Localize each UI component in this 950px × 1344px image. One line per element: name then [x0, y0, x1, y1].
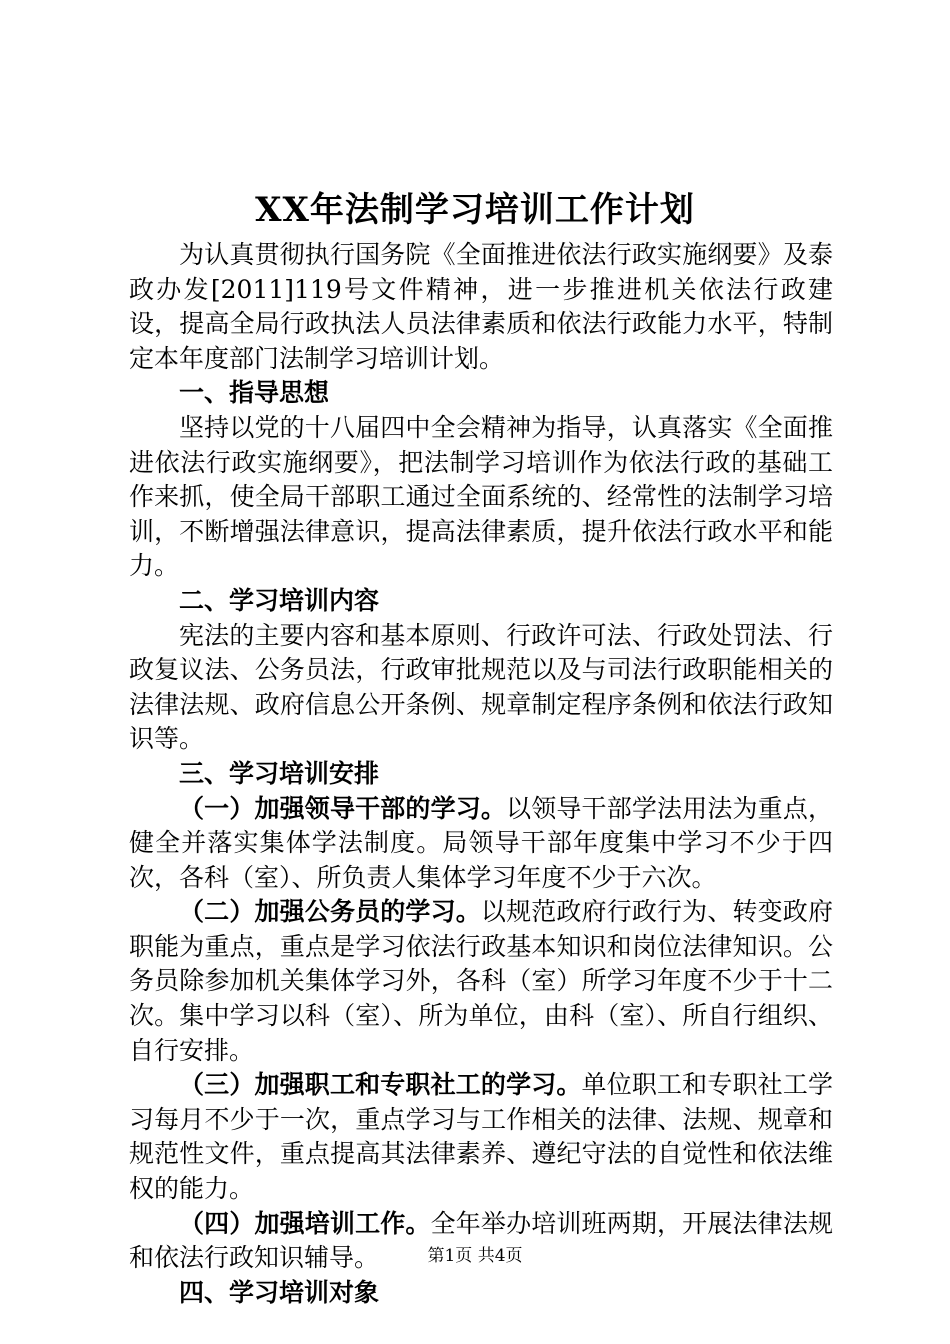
section-heading-training-targets: 四、学习培训对象 — [179, 1277, 380, 1307]
arrangement-item-lead: （二）加强公务员的学习。 — [179, 897, 481, 927]
arrangement-item-lead: （一）加强领导干部的学习。 — [179, 793, 507, 823]
page-footer: 第1页 共4页 — [427, 1246, 523, 1266]
section-heading-guiding-ideology: 一、指导思想 — [179, 378, 330, 408]
arrangement-item-text: 以领导干部学法用法为重点，健全并落实集体学法制度。局领导干部年度集中学习不少于四次，各科（室）、所负责人集体学习年度不少于六次。 — [129, 793, 833, 892]
section-text-guiding-ideology: 坚持以党的十八届四中全会精神为指导，认真落实《全面推进依法行政实施纲要》，把法制学习培训作为依法行政的基础工作来抓，使全局干部职工通过全面系统的、经常性的法制学习培训，不断增强法律意识，提高法律素质，提升依法行政水平和能力。 — [129, 412, 833, 581]
arrangement-item-lead: （三）加强职工和专职社工的学习。 — [179, 1070, 582, 1100]
document-body — [129, 238, 833, 1310]
arrangement-item-civil-servants — [129, 895, 833, 1068]
section-heading-training-content: 二、学习培训内容 — [179, 585, 380, 615]
page-title: XX年法制学习培训工作计划 — [255, 190, 695, 230]
arrangement-item-text: 全年举办培训班两期，开展法律法规和依法行政知识辅导。 — [129, 1208, 833, 1273]
arrangement-item-lead: （四）加强培训工作。 — [179, 1208, 431, 1238]
arrangement-item-leaders — [129, 792, 833, 896]
arrangement-item-text: 以规范政府行政行为、转变政府职能为重点，重点是学习依法行政基本知识和岗位法律知识。公务员除参加机关集体学习外，各科（室）所学习年度不少于十二次。集中学习以科（室）、所为单位，由科（室）、所自行组织、自行安排。 — [129, 897, 833, 1065]
section-text-training-content: 宪法的主要内容和基本原则、行政许可法、行政处罚法、行政复议法、公务员法，行政审批规范以及与司法行政职能相关的法律法规、政府信息公开条例、规章制定程序条例和依法行政知识等。 — [129, 620, 833, 754]
section-heading-training-arrangement: 三、学习培训安排 — [179, 758, 380, 788]
arrangement-item-staff — [129, 1068, 833, 1206]
intro-paragraph: 为认真贯彻执行国务院《全面推进依法行政实施纲要》及泰政办发[2011]119号文件精神，进一步推进机关依法行政建设，提高全局行政执法人员法律素质和依法行政能力水平，特制定本年度部门法制学习培训计划。 — [129, 240, 833, 373]
arrangement-item-text: 单位职工和专职社工学习每月不少于一次，重点学习与工作相关的法律、法规、规章和规范性文件，重点提高其法律素养、遵纪守法的自觉性和依法维权的能力。 — [129, 1070, 833, 1204]
